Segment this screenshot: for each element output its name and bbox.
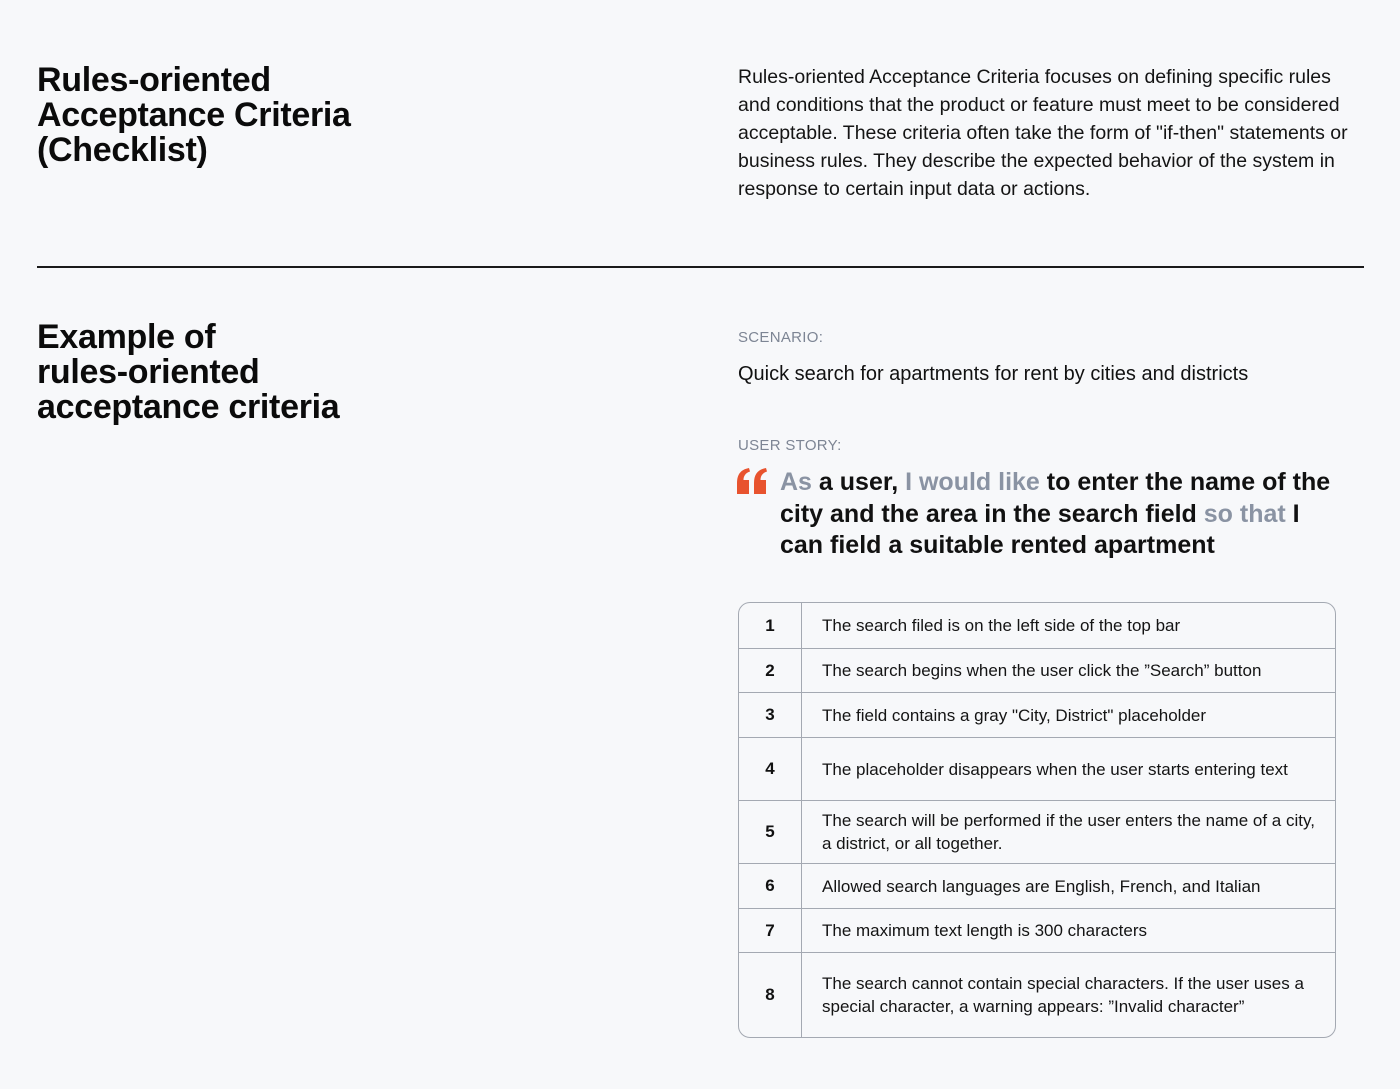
criterion-text: The search begins when the user click the ”Search” button bbox=[822, 661, 1262, 680]
story-as: As bbox=[780, 468, 812, 496]
table-row bbox=[739, 800, 1335, 863]
section-divider bbox=[37, 266, 1364, 268]
criterion-number: 2 bbox=[739, 649, 802, 692]
criterion-text: The maximum text length is 300 characters bbox=[822, 921, 1148, 940]
criterion-text: The placeholder disappears when the user starts entering text bbox=[822, 759, 1288, 779]
story-benefit: I can field a suitable rented apartment bbox=[780, 499, 1300, 559]
table-row bbox=[739, 737, 1335, 800]
criterion-text: The search filed is on the left side of the top bar bbox=[822, 616, 1181, 635]
table-row bbox=[739, 863, 1335, 908]
criterion-text: Allowed search languages are English, French, and Italian bbox=[822, 876, 1261, 896]
criterion-text: The field contains a gray "City, District" placeholder bbox=[822, 705, 1207, 725]
criterion-text: The search will be performed if the user enters the name of a city, a district, or all together. bbox=[822, 811, 1315, 853]
table-row bbox=[739, 692, 1335, 737]
scenario-text: Quick search for apartments for rent by cities and districts bbox=[738, 363, 1249, 385]
criterion-number: 1 bbox=[739, 603, 802, 648]
table-row bbox=[739, 908, 1335, 952]
criterion-number: 5 bbox=[739, 801, 802, 863]
table-row bbox=[739, 603, 1335, 648]
user-story-label: USER STORY: bbox=[738, 437, 842, 454]
acceptance-criteria-table bbox=[738, 602, 1336, 1038]
story-goal: to enter the name of the city and the area in the search field bbox=[780, 468, 1331, 528]
criterion-number: 7 bbox=[739, 909, 802, 952]
criterion-text: The search cannot contain special characters. If the user uses a special character, a warning appears: ”Invalid character” bbox=[822, 974, 1304, 1016]
quote-icon bbox=[737, 468, 767, 494]
criterion-number: 3 bbox=[739, 693, 802, 737]
intro-description: Rules-oriented Acceptance Criteria focuses on defining specific rules and conditions that the product or feature must meet to be considered acceptable. These criteria often take the form of "if-then" statements or business rules. They describe the expected behavior of the system in response to certain input data or actions. bbox=[738, 66, 1348, 200]
table-row bbox=[739, 648, 1335, 692]
criterion-number: 4 bbox=[739, 738, 802, 800]
story-role: a user, bbox=[811, 468, 906, 496]
user-story-text bbox=[780, 467, 1340, 562]
section-title-example: Example of rules-oriented acceptance criteria bbox=[37, 318, 340, 426]
table-row bbox=[739, 952, 1335, 1037]
section-title-rules-oriented: Rules-oriented Acceptance Criteria (Checklist) bbox=[37, 61, 351, 169]
story-want: I would like bbox=[905, 468, 1040, 496]
criterion-number: 8 bbox=[739, 953, 802, 1037]
scenario-label: SCENARIO: bbox=[738, 329, 824, 346]
story-so-that: so that bbox=[1203, 499, 1286, 528]
criterion-number: 6 bbox=[739, 864, 802, 908]
